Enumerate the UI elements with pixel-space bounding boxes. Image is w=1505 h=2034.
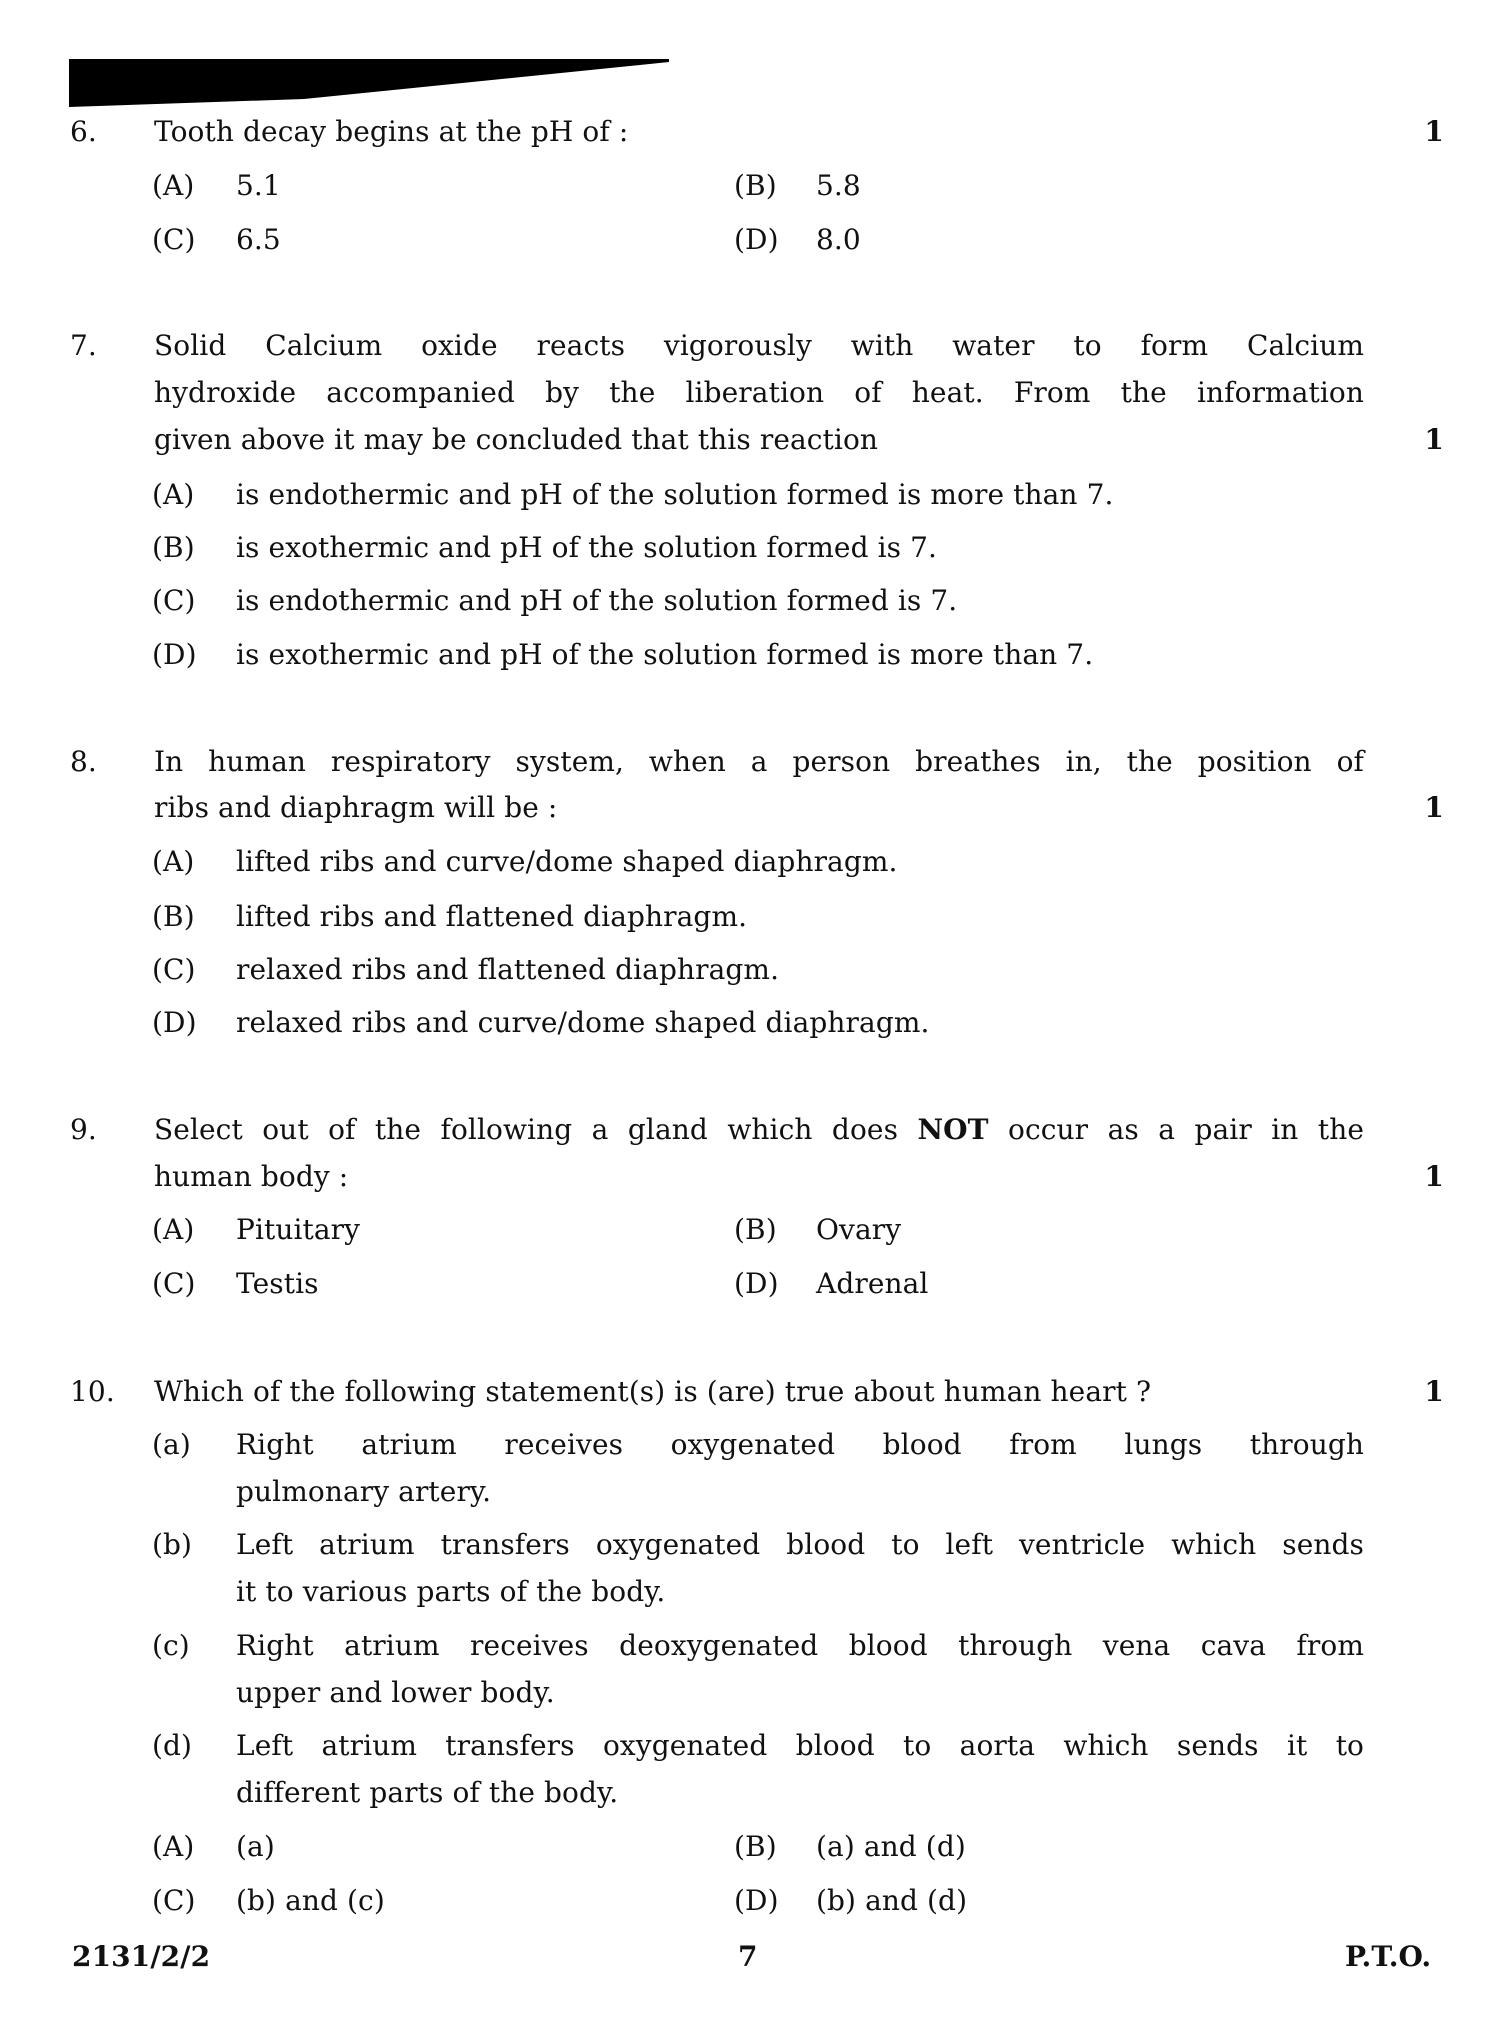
statement-text-line: pulmonary artery. <box>236 1475 492 1508</box>
option-text: lifted ribs and flattened diaphragm. <box>236 900 748 933</box>
option-text: is exothermic and pH of the solution formed is 7. <box>236 531 938 564</box>
option-text: is exothermic and pH of the solution formed is more than 7. <box>236 638 1094 671</box>
question-marks: 1 <box>1424 1160 1444 1193</box>
statement-label: (c) <box>152 1629 190 1662</box>
option-label: (A) <box>152 478 195 511</box>
option-text: relaxed ribs and curve/dome shaped diaphragm. <box>236 1006 930 1039</box>
option-text: Testis <box>236 1267 319 1300</box>
emphasis-not: NOT <box>917 1113 989 1146</box>
option-text: is endothermic and pH of the solution formed is 7. <box>236 584 958 617</box>
option-text: (a) and (d) <box>816 1830 966 1863</box>
option-text: 5.8 <box>816 169 861 202</box>
question-number: 9. <box>70 1113 97 1146</box>
question-text: Which of the following statement(s) is (are) true about human heart ? <box>154 1375 1152 1408</box>
option-label: (B) <box>152 531 195 564</box>
option-text: relaxed ribs and flattened diaphragm. <box>236 953 780 986</box>
option-text: Pituitary <box>236 1213 361 1246</box>
option-text: (a) <box>236 1830 275 1863</box>
option-label: (A) <box>152 169 195 202</box>
statement-text-line: Right atrium receives deoxygenated blood through vena cava from <box>236 1629 1364 1662</box>
option-label: (B) <box>734 169 777 202</box>
paper-code: 2131/2/2 <box>72 1940 211 1973</box>
question-text-line: human body : <box>154 1160 349 1193</box>
question-text-line: In human respiratory system, when a person breathes in, the position of <box>154 745 1364 778</box>
please-turn-over: P.T.O. <box>1345 1940 1432 1973</box>
statement-text-line: it to various parts of the body. <box>236 1575 666 1608</box>
question-number: 10. <box>70 1375 115 1408</box>
statement-text-line: Left atrium transfers oxygenated blood to left ventricle which sends <box>236 1528 1364 1561</box>
page-number: 7 <box>738 1940 758 1973</box>
option-label: (C) <box>152 584 196 617</box>
statement-label: (b) <box>152 1528 193 1561</box>
option-label: (C) <box>152 223 196 256</box>
statement-label: (d) <box>152 1729 193 1762</box>
statement-text-line: Right atrium receives oxygenated blood from lungs through <box>236 1428 1364 1461</box>
question-text-line: hydroxide accompanied by the liberation of heat. From the information <box>154 376 1364 409</box>
option-label: (D) <box>734 1884 779 1917</box>
question-number: 8. <box>70 745 97 778</box>
option-label: (B) <box>152 900 195 933</box>
option-label: (D) <box>152 638 197 671</box>
option-text: 5.1 <box>236 169 281 202</box>
statement-text-line: upper and lower body. <box>236 1676 555 1709</box>
statement-label: (a) <box>152 1428 191 1461</box>
option-label: (C) <box>152 953 196 986</box>
option-label: (A) <box>152 845 195 878</box>
question-number: 6. <box>70 115 97 148</box>
question-marks: 1 <box>1424 115 1444 148</box>
option-text: 8.0 <box>816 223 861 256</box>
question-number: 7. <box>70 329 97 362</box>
option-text: Adrenal <box>816 1267 929 1300</box>
option-text: lifted ribs and curve/dome shaped diaphragm. <box>236 845 898 878</box>
option-label: (B) <box>734 1830 777 1863</box>
option-text: 6.5 <box>236 223 281 256</box>
option-label: (C) <box>152 1267 196 1300</box>
option-label: (A) <box>152 1830 195 1863</box>
question-marks: 1 <box>1424 1375 1444 1408</box>
question-text-line: ribs and diaphragm will be : <box>154 791 558 824</box>
question-marks: 1 <box>1424 423 1444 456</box>
option-label: (D) <box>152 1006 197 1039</box>
statement-text-line: Left atrium transfers oxygenated blood to aorta which sends it to <box>236 1729 1364 1762</box>
option-text: (b) and (d) <box>816 1884 968 1917</box>
redaction-bar <box>69 59 669 107</box>
option-label: (A) <box>152 1213 195 1246</box>
option-text: (b) and (c) <box>236 1884 385 1917</box>
option-label: (B) <box>734 1213 777 1246</box>
option-text: is endothermic and pH of the solution formed is more than 7. <box>236 478 1114 511</box>
question-text: Tooth decay begins at the pH of : <box>154 115 629 148</box>
option-text: Ovary <box>816 1213 902 1246</box>
option-label: (D) <box>734 1267 779 1300</box>
option-label: (C) <box>152 1884 196 1917</box>
question-text-line: Select out of the following a gland which does NOT occur as a pair in the <box>154 1113 1364 1146</box>
option-label: (D) <box>734 223 779 256</box>
question-marks: 1 <box>1424 791 1444 824</box>
statement-text-line: different parts of the body. <box>236 1776 619 1809</box>
question-text-line: given above it may be concluded that this reaction <box>154 423 879 456</box>
question-text-line: Solid Calcium oxide reacts vigorously with water to form Calcium <box>154 329 1364 362</box>
